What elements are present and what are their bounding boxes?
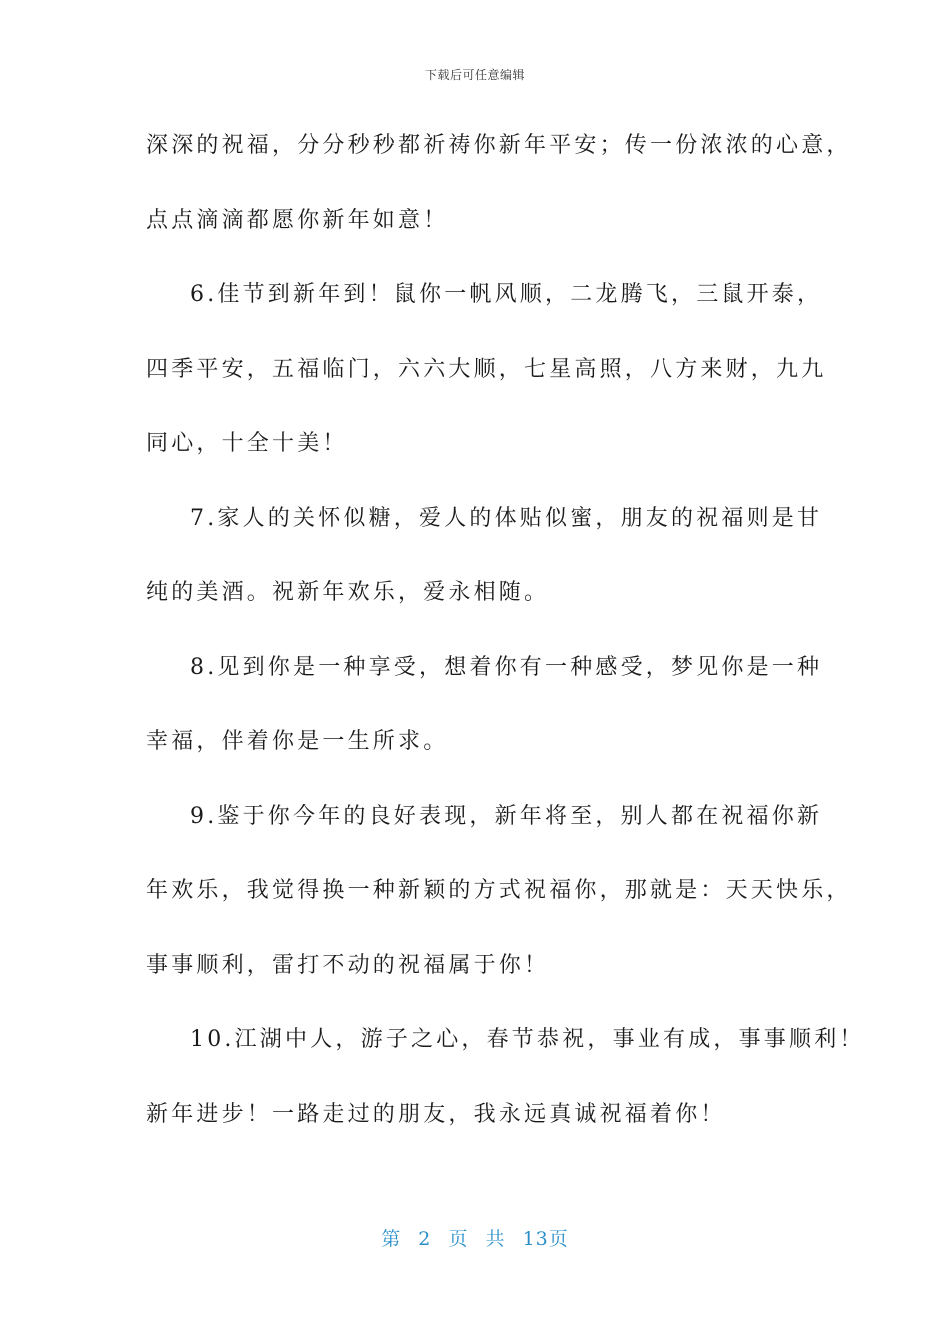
text-line: 10.江湖中人，游子之心，春节恭祝，事业有成，事事顺利！	[190, 1027, 865, 1052]
text-line: 深深的祝福，分分秒秒都祈祷你新年平安；传一份浓浓的心意，	[146, 133, 852, 158]
page-number: 2	[418, 1228, 432, 1250]
text-line: 幸福，伴着你是一生所求。	[146, 729, 449, 754]
text-line: 8.见到你是一种享受，想着你有一种感受，梦见你是一种	[190, 654, 823, 680]
text-line: 9.鉴于你今年的良好表现，新年将至，别人都在祝福你新	[190, 803, 823, 829]
text-line: 四季平安，五福临门，六六大顺，七星高照，八方来财，九九	[146, 356, 827, 382]
footer-prefix: 第	[381, 1228, 402, 1250]
text-line: 新年进步！一路走过的朋友，我永远真诚祝福着你！	[146, 1101, 726, 1127]
page-header: 下载后可任意编辑	[424, 68, 525, 82]
text-line: 纯的美酒。祝新年欢乐，爱永相随。	[146, 580, 550, 605]
text-line: 同心，十全十美！	[146, 431, 348, 456]
text-line: 年欢乐，我觉得换一种新颖的方式祝福你，那就是：天天快乐，	[146, 878, 852, 903]
text-line: 点点滴滴都愿你新年如意！	[146, 207, 449, 233]
text-line: 6.佳节到新年到！鼠你一帆风顺，二龙腾飞，三鼠开泰，	[190, 282, 823, 307]
page-footer	[0, 1224, 950, 1251]
text-line: 7.家人的关怀似糖，爱人的体贴似蜜，朋友的祝福则是甘	[190, 505, 823, 531]
footer-mid1: 页	[448, 1228, 469, 1250]
total-pages: 13页	[522, 1228, 569, 1250]
text-line: 事事顺利，雷打不动的祝福属于你！	[146, 952, 550, 978]
footer-mid2: 共	[485, 1228, 506, 1250]
document-body	[146, 120, 865, 1163]
